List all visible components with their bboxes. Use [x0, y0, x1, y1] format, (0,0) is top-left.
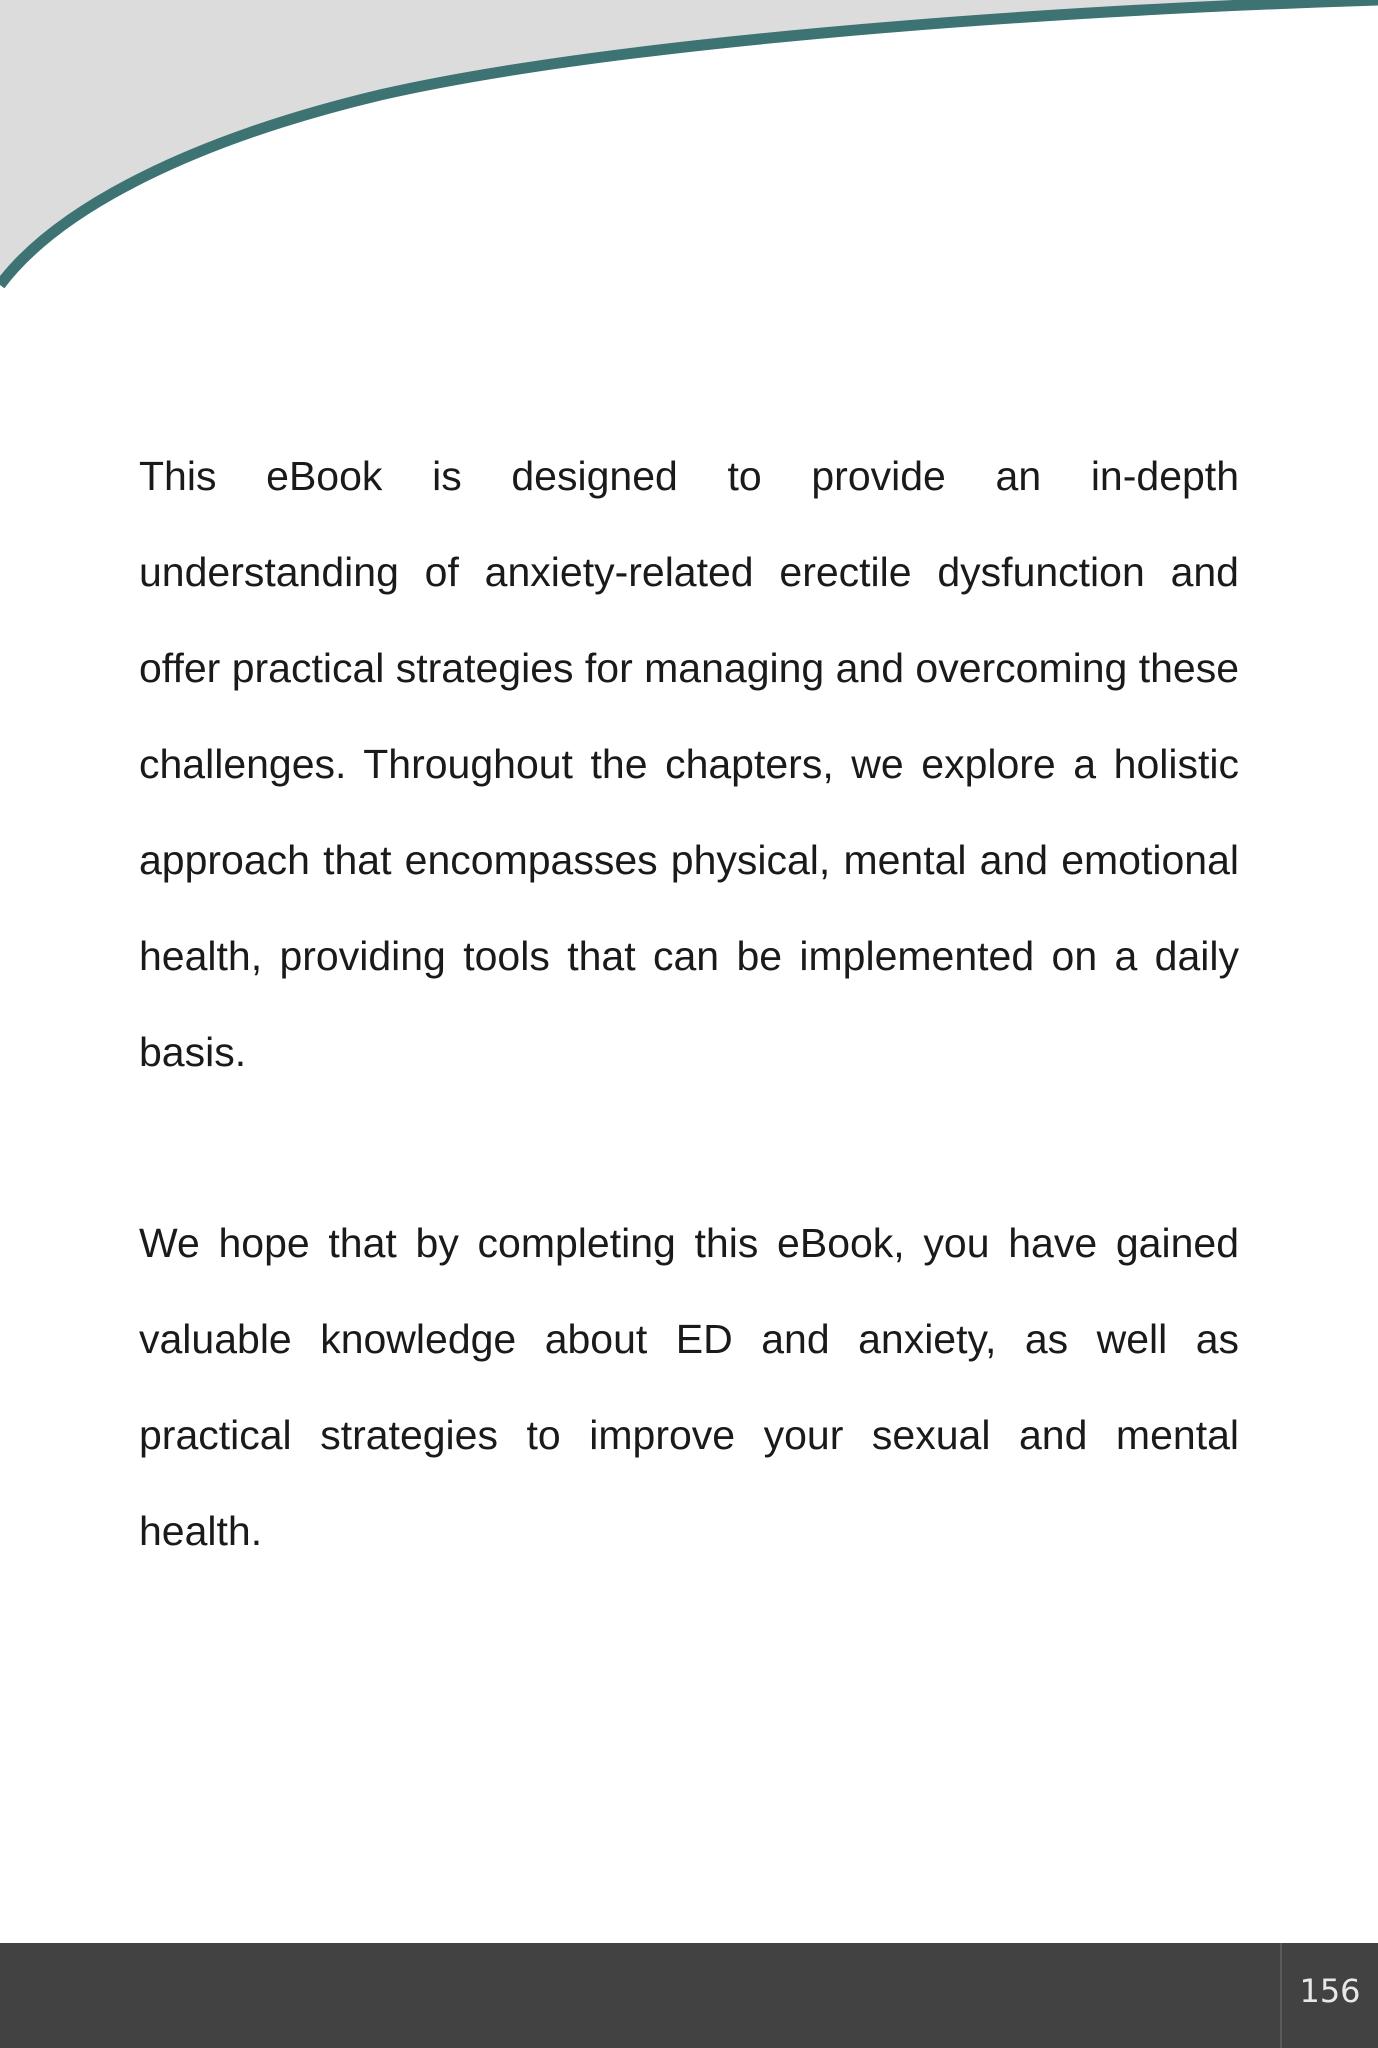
- page-content: [139, 428, 1239, 1579]
- body-paragraph-2: We hope that by completing this eBook, you have gained valuable knowledge about ED and anxiety, as well as practical strategies to improve your sexual and mental health.: [139, 1220, 1239, 1554]
- body-paragraph-1: This eBook is designed to provide an in-depth understanding of anxiety-related erectile dysfunction and offer practical strategies for managing and overcoming these challenges. Throughout the chapters, we explore a holistic approach that encompasses physical, mental and emotional health, providing tools that can be implemented on a daily basis.: [139, 453, 1240, 1075]
- page-number-box: [1280, 1943, 1378, 2048]
- page-number: 156: [1299, 1971, 1361, 2010]
- header-swoosh-decoration: [0, 0, 1378, 300]
- footer-bar: [0, 1943, 1378, 2048]
